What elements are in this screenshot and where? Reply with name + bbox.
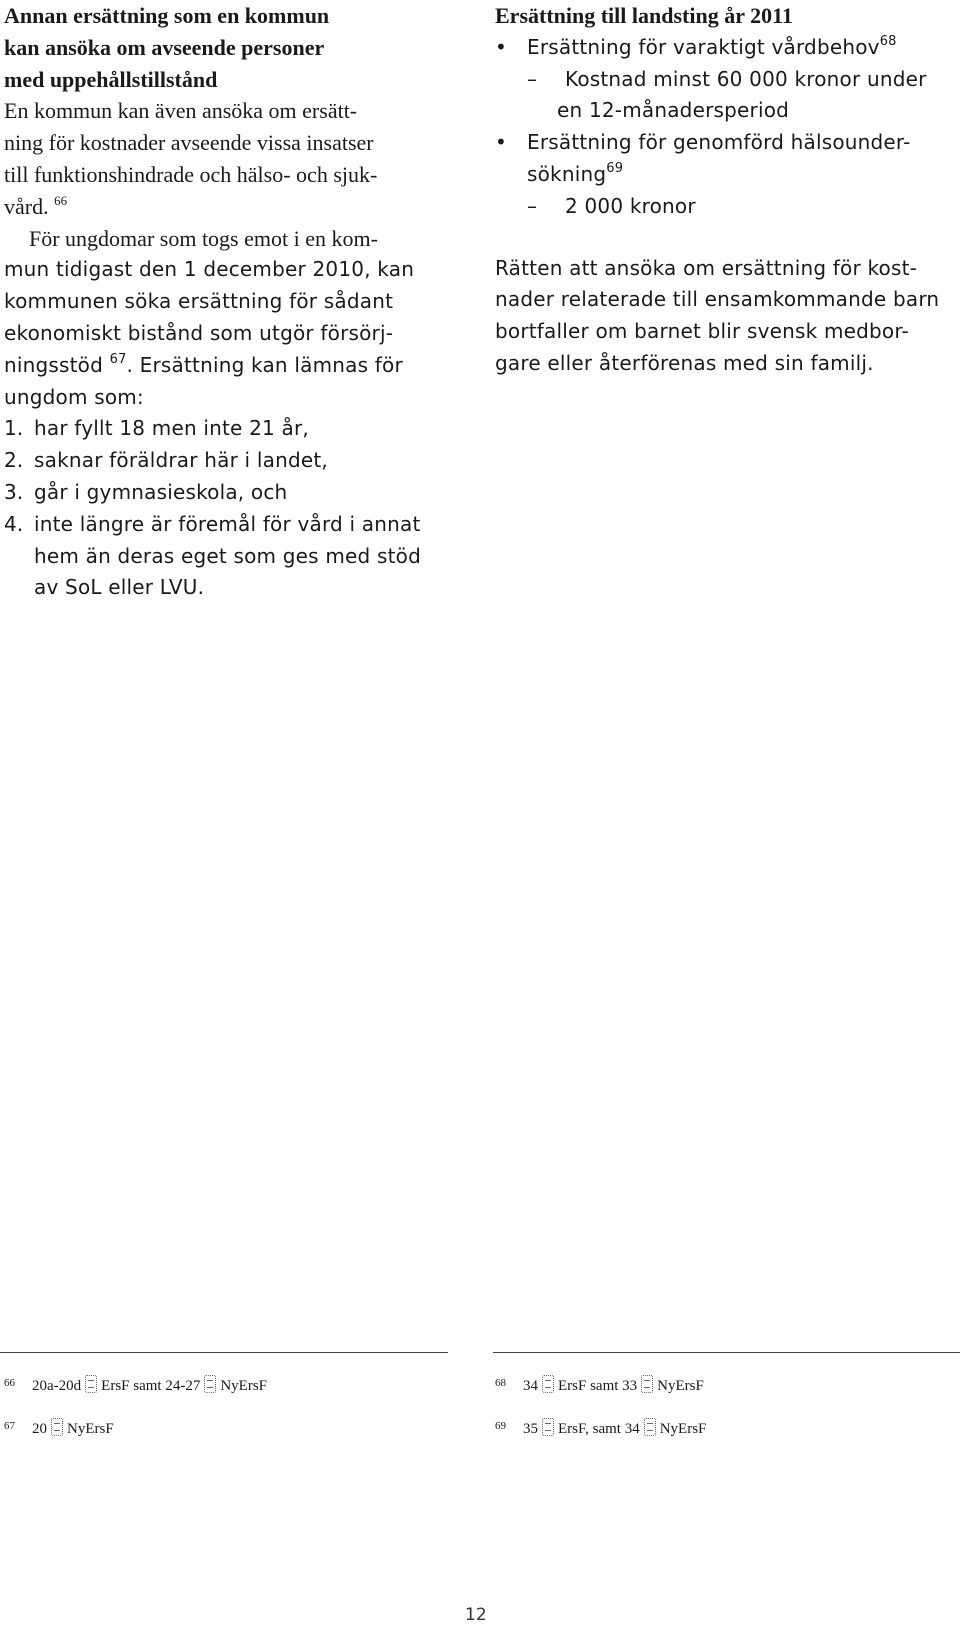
paragraph-line: kommunen söka ersättning för sådant	[4, 289, 394, 314]
dash-icon: –	[527, 193, 538, 218]
dash-text: en 12-månadersperiod	[557, 98, 790, 123]
paragraph-text: vård.	[4, 193, 49, 219]
bullet-item	[495, 127, 955, 159]
footnote-text: ErsF samt 24-27	[101, 1378, 201, 1394]
footnote-66	[4, 1375, 267, 1395]
left-column	[4, 0, 449, 604]
right-column	[495, 0, 955, 380]
section-symbol-icon	[51, 1418, 63, 1436]
footnote-text: 20a-20d	[32, 1378, 82, 1394]
paragraph-line: nader relaterade till ensamkommande barn	[495, 287, 940, 312]
bullet-text: Ersättning för genomförd hälsounder-	[527, 130, 911, 155]
list-number: 2.	[4, 448, 24, 473]
heading-line: kan ansöka om avseende personer	[4, 34, 325, 60]
bullet-item	[495, 32, 955, 64]
footnote-text: ErsF samt 33	[558, 1378, 638, 1394]
footnote-67	[4, 1418, 114, 1438]
dash-text: Kostnad minst 60 000 kronor under	[565, 66, 927, 91]
paragraph-line: En kommun kan även ansöka om ersätt-	[4, 98, 358, 124]
list-number: 1.	[4, 416, 24, 441]
list-text: har fyllt 18 men inte 21 år,	[34, 416, 309, 441]
dash-text: 2 000 kronor	[565, 193, 696, 218]
paragraph-line: ekonomiskt bistånd som utgör försörj-	[4, 320, 394, 345]
footnote-divider	[493, 1352, 960, 1353]
footnote-text: ErsF, samt 34	[558, 1421, 640, 1437]
paragraph-text: . Ersättning kan lämnas för	[126, 352, 403, 377]
list-number: 3.	[4, 479, 24, 504]
footnote-number: 69	[495, 1420, 506, 1432]
paragraph-line: till funktionshindrade och hälso- och sjuk-	[4, 161, 378, 187]
list-item	[4, 509, 449, 541]
footnote-ref-68[interactable]: 68	[879, 33, 897, 49]
paragraph-text: ningsstöd	[4, 352, 104, 377]
bullet-icon: •	[495, 130, 507, 155]
footnote-text: NyErsF	[659, 1421, 707, 1437]
bullet-icon: •	[495, 34, 507, 59]
footnote-number: 67	[4, 1420, 15, 1432]
paragraph-line: gare eller återförenas med sin familj.	[495, 350, 874, 375]
heading-line: Annan ersättning som en kommun	[4, 3, 330, 28]
paragraph-line: ning för kostnader avseende vissa insatser	[4, 130, 374, 156]
footnote-ref-66[interactable]: 66	[54, 192, 68, 208]
list-text: saknar föräldrar här i landet,	[34, 448, 328, 473]
list-text: går i gymnasieskola, och	[34, 479, 288, 504]
footnote-number: 66	[4, 1377, 15, 1389]
paragraph-line: ungdom som:	[4, 384, 144, 409]
footnote-divider	[0, 1352, 448, 1353]
footnote-text: NyErsF	[220, 1378, 267, 1394]
footnote-ref-67[interactable]: 67	[109, 351, 127, 367]
paragraph-line: För ungdomar som togs emot i en kom-	[29, 225, 378, 251]
dash-icon: –	[527, 66, 538, 91]
footnote-text: NyErsF	[67, 1421, 114, 1437]
footnote-text: NyErsF	[657, 1378, 704, 1394]
footnote-68	[495, 1375, 704, 1395]
list-item	[4, 477, 449, 509]
section-symbol-icon	[542, 1375, 554, 1393]
paragraph-line	[4, 191, 449, 223]
footnote-text: 20	[32, 1421, 47, 1437]
bullet-text-cont	[495, 159, 955, 191]
section-symbol-icon	[641, 1375, 653, 1393]
footnote-number: 68	[495, 1377, 506, 1389]
paragraph-line	[4, 350, 449, 382]
section-heading: Ersättning till landsting år 2011	[495, 3, 793, 28]
paragraph-line: Rätten att ansöka om ersättning för kost-	[495, 255, 918, 280]
spacer	[495, 223, 955, 253]
footnote-69	[495, 1418, 706, 1438]
list-number: 4.	[4, 511, 24, 536]
section-symbol-icon	[85, 1375, 97, 1393]
section-symbol-icon	[644, 1418, 656, 1436]
heading-line: med uppehållstillstånd	[4, 66, 218, 92]
list-text: inte längre är föremål för vård i annat	[34, 511, 421, 536]
bullet-text: Ersättning för varaktigt vårdbehov	[527, 34, 880, 59]
list-item	[4, 445, 449, 477]
paragraph-line: bortfaller om barnet blir svensk medbor-	[495, 319, 909, 344]
section-symbol-icon	[204, 1375, 216, 1393]
page-number: 12	[465, 1605, 487, 1625]
footnote-text: 35	[523, 1421, 538, 1437]
bullet-text: sökning	[527, 161, 607, 186]
list-text: av SoL eller LVU.	[34, 575, 205, 600]
section-symbol-icon	[542, 1418, 554, 1436]
footnote-ref-69[interactable]: 69	[606, 160, 624, 176]
footnote-text: 34	[523, 1378, 538, 1394]
list-item	[4, 413, 449, 445]
list-text: hem än deras eget som ges med stöd	[34, 543, 421, 568]
paragraph-line: mun tidigast den 1 december 2010, kan	[4, 257, 415, 282]
dash-item	[495, 191, 955, 223]
dash-item	[495, 64, 955, 96]
